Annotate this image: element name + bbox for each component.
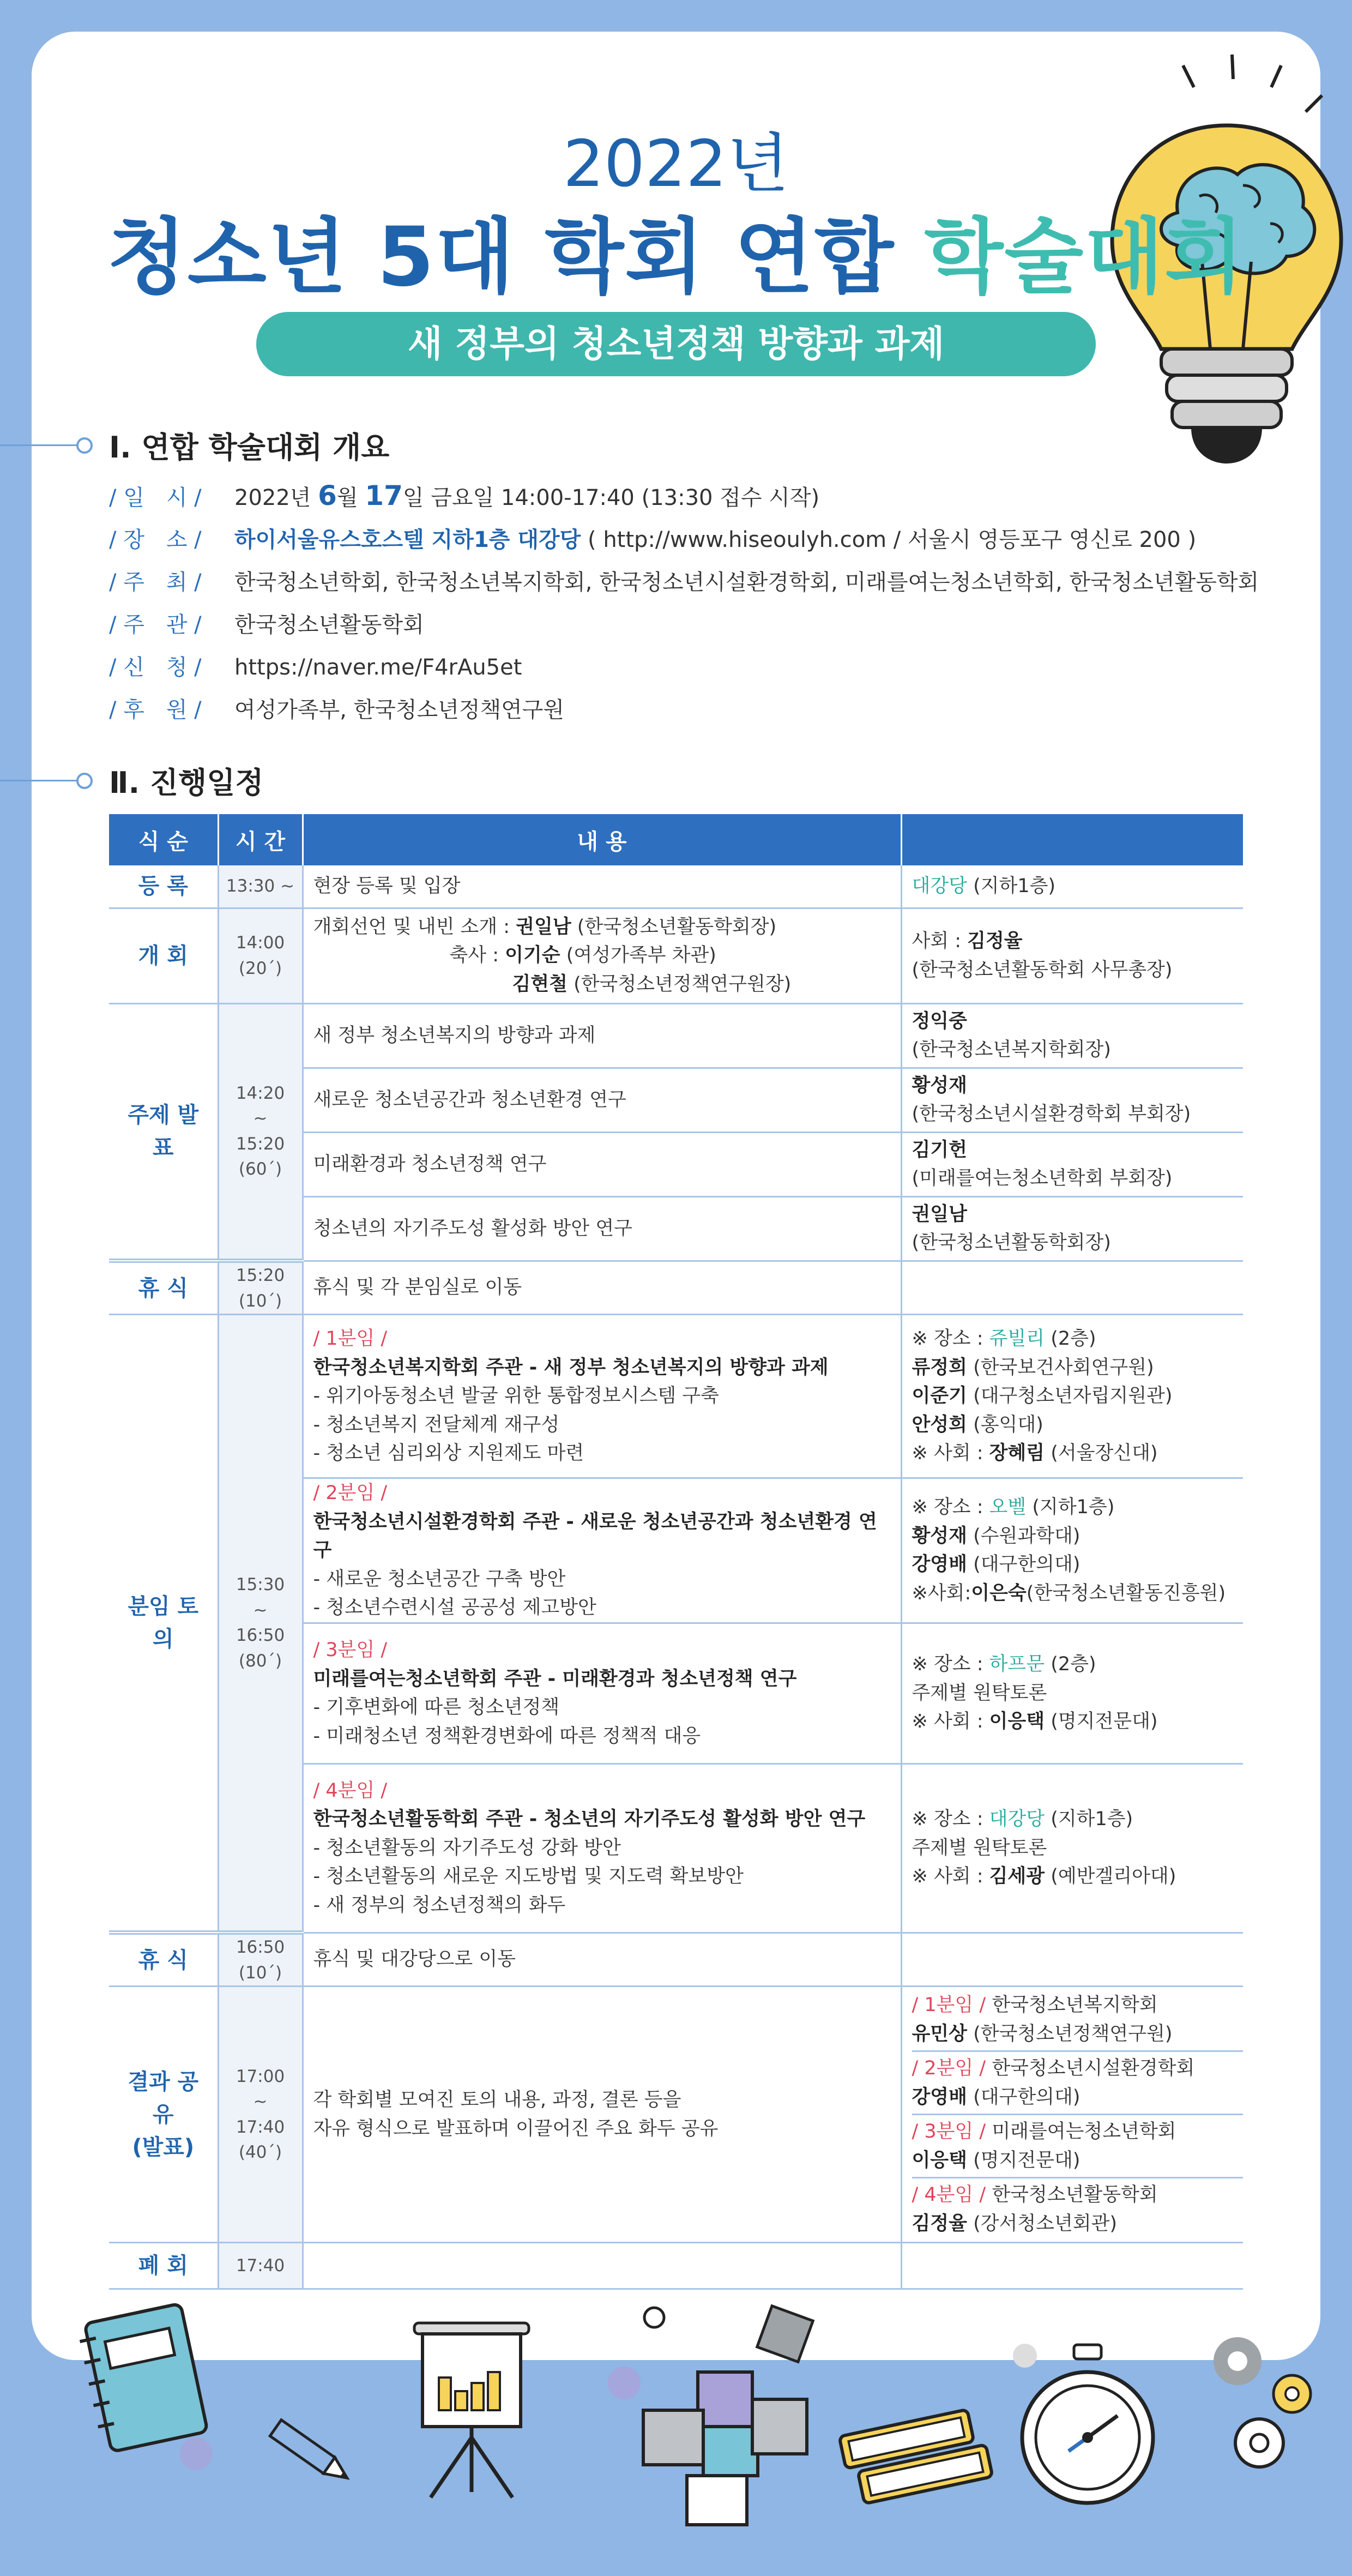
moderator-name: 장혜림 [989,1442,1045,1465]
schedule-header-row [109,814,1243,865]
info-row-sponsor [109,693,564,724]
time-end: 16:50 [236,1626,285,1645]
presenter-org: (대구한의대) [967,2086,1081,2108]
talk-title: 미래환경과 청소년정책 연구 [303,1132,901,1196]
info-label: / 장 소 / [109,527,202,552]
moderator-org: (예반겔리아대) [1045,1865,1176,1888]
row-place [901,865,1243,908]
session-content [303,1478,901,1623]
row-time: 13:30 ~ [218,865,303,908]
section-heading-schedule: Ⅱ. 진행일정 [109,766,264,800]
opening-line2-org: (여성가족부 차관) [560,944,716,967]
panelist-org: (홍익대) [967,1413,1043,1436]
place-floor: (지하1층) [967,875,1056,897]
table-row [109,1261,1243,1315]
info-row-host [109,565,1259,596]
row-empty [901,2243,1243,2289]
session-tag: / 2분임 / [313,1482,388,1504]
session-tag: / 3분임 / [313,1639,388,1661]
time-end: 15:20 [236,1134,285,1154]
info-label: / 주 최 / [109,570,202,595]
info-row-register [109,650,522,681]
opening-line1-org: (한국청소년활동학회장) [571,916,777,938]
time-start: 16:50 [236,1937,285,1957]
row-label: 폐 회 [109,2243,218,2289]
panelist-name: 강영배 [912,1554,967,1576]
presenter-org: (한국청소년정책연구원) [967,2023,1173,2045]
session-tag: / 4분임 / [912,2184,986,2206]
presenter-item [912,1989,1244,2052]
session-title: 한국청소년활동학회 주관 - 청소년의 자기주도성 활성화 방안 연구 [313,1808,866,1831]
event-year: 2022년 [563,126,789,201]
presenter-item [912,2178,1244,2240]
info-label: ※ 사회 : [912,1442,989,1465]
speaker-name: 정익중 [912,1010,967,1032]
table-row [109,908,1243,1003]
section-heading-overview: Ⅰ. 연합 학술대회 개요 [109,430,390,465]
row-label: 등 록 [109,865,218,908]
presenter-org: (명지전문대) [967,2149,1081,2171]
gears-icon [1188,2318,1319,2481]
time-start: 15:30 [236,1575,285,1594]
discussion-format: 주제별 원탁토론 [912,1837,1047,1859]
row-time [218,1003,303,1261]
session-bullet: - 청소년복지 전달체계 재구성 [313,1413,560,1436]
session-info [901,1478,1243,1623]
speaker-org: (미래를여는청소년학회 부회장) [912,1167,1173,1189]
results-line2: 자유 형식으로 발표하며 이끌어진 주요 화두 공유 [313,2117,719,2140]
info-label: / 후 원 / [109,697,202,723]
opening-line2-name: 이기순 [505,944,560,967]
info-label: ※ 사회 : [912,1865,989,1888]
presenter-item [912,2052,1244,2115]
info-row-date [109,480,819,511]
label-line2: (발표) [132,2134,195,2160]
society-name: 한국청소년활동학회 [986,2184,1158,2206]
date-day: 17 [365,480,403,511]
presentation-board-icon [403,2312,540,2508]
row-time: 17:40 [218,2243,303,2289]
info-row-organizer [109,607,424,639]
talk-speaker [901,1196,1243,1261]
col-header-content: 내 용 [303,814,901,865]
speaker-name: 김기헌 [912,1139,967,1161]
presenter-item [912,2115,1244,2178]
panelist-org: (한국보건사회연구원) [967,1356,1154,1379]
time-duration: (10´) [238,1963,282,1983]
info-label: ※ 장소 : [912,1808,989,1831]
info-label: ※ 장소 : [912,1653,989,1676]
col-header-order: 식 순 [109,814,218,865]
row-host [901,908,1243,1003]
table-row [109,1933,1243,1987]
time-duration: (80´) [238,1651,282,1671]
col-header-time: 시 간 [218,814,303,865]
opening-line1-label: 개회선언 및 내빈 소개 : [313,916,516,938]
info-label: ※사회: [912,1582,971,1604]
panelist-name: 안성희 [912,1413,967,1436]
speaker-org: (한국청소년시설환경학회 부회장) [912,1103,1191,1125]
session-bullet: - 청소년수련시설 공공성 제고방안 [313,1597,596,1618]
session-tag: / 1분임 / [912,1994,986,2016]
moderator-name: 이은숙 [971,1582,1027,1604]
time-start: 14:20 [236,1083,285,1103]
register-link[interactable]: https://naver.me/F4rAu5et [234,655,522,680]
time-end: 17:40 [236,2117,285,2137]
info-label: ※ 사회 : [912,1711,989,1733]
date-time: 일 금요일 14:00-17:40 (13:30 접수 시작) [402,485,820,510]
panelist-name: 류정희 [912,1356,967,1379]
page-title [0,191,1352,309]
title-main-text: 청소년 5대 학회 연합 [107,210,925,305]
session-title: 미래를여는청소년학회 주관 - 미래환경과 청소년정책 연구 [313,1668,797,1690]
row-empty [901,1261,1243,1315]
moderator-name: 김세광 [989,1865,1045,1888]
time-start: 15:20 [236,1266,285,1285]
col-header-extra [901,814,1243,865]
panelist-name: 이준기 [912,1385,967,1407]
moderator-org: (한국청소년활동진흥원) [1026,1582,1226,1604]
row-label [109,1987,218,2243]
host-orgs: 한국청소년학회, 한국청소년복지학회, 한국청소년시설환경학회, 미래를여는청소년학회, 한국청소년활동학회 [234,570,1259,595]
session-bullet: - 미래청소년 정책환경변화에 따른 정책적 대응 [313,1725,701,1747]
room-name: 대강당 [989,1808,1045,1831]
info-label: ※ 장소 : [912,1496,989,1519]
row-content: 현장 등록 및 입장 [303,865,901,908]
session-bullet: - 청소년활동의 자기주도성 강화 방안 [313,1837,621,1859]
place-name: 대강당 [912,875,967,897]
stopwatch-icon [1003,2334,1167,2519]
info-label: ※ 장소 : [912,1328,989,1350]
table-row [109,865,1243,908]
info-row-venue [109,522,1196,553]
session-bullet: - 새 정부의 청소년정책의 화두 [313,1894,566,1916]
room-name: 쥬빌리 [989,1328,1045,1350]
row-content [303,908,901,1003]
society-name: 한국청소년복지학회 [986,1994,1158,2016]
sponsors: 여성가족부, 한국청소년정책연구원 [234,697,565,723]
row-time [218,1987,303,2243]
room-floor: (지하1층) [1045,1808,1133,1831]
host-label: 사회 : [912,930,968,952]
room-name: 하프문 [989,1653,1045,1676]
row-time [218,908,303,1003]
panelist-org: (수원과학대) [967,1525,1081,1547]
talk-title: 청소년의 자기주도성 활성화 방안 연구 [303,1196,901,1261]
talk-title: 새 정부 청소년복지의 방향과 과제 [303,1003,901,1068]
talk-speaker [901,1132,1243,1196]
session-info [901,1623,1243,1764]
row-label: 개 회 [109,908,218,1003]
row-content [303,2243,901,2289]
row-label: 휴 식 [109,1933,218,1987]
time-sep: ~ [253,2092,268,2111]
notebook-icon [65,2290,229,2476]
moderator-org: (명지전문대) [1045,1711,1158,1733]
presenter-name: 이응택 [912,2149,967,2171]
opening-line3-org: (한국청소년정책연구원장) [567,973,792,995]
schedule-table [109,814,1243,2290]
speaker-name: 권일남 [912,1203,967,1225]
time-duration: (40´) [238,2142,282,2162]
session-bullet: - 위기아동청소년 발굴 위한 통합정보시스템 구축 [313,1385,719,1407]
row-label: 주제 발표 [109,1003,218,1261]
session-info [901,1315,1243,1478]
row-label: 휴 식 [109,1261,218,1315]
panelist-name: 황성재 [912,1525,967,1547]
time-start: 17:00 [236,2066,285,2086]
time-duration: (60´) [238,1159,282,1179]
session-tag: / 3분임 / [912,2121,986,2142]
session-tag: / 4분임 / [313,1779,388,1802]
table-row [109,1315,1243,1478]
talk-speaker [901,1003,1243,1068]
opening-line2-label: 축사 : [449,944,505,967]
session-bullet: - 기후변화에 따른 청소년정책 [313,1696,560,1718]
discussion-format: 주제별 원탁토론 [912,1682,1047,1704]
date-month-unit: 월 [336,485,365,510]
room-floor: (2층) [1045,1653,1096,1676]
results-line1: 각 학회별 모여진 토의 내용, 과정, 결론 등을 [313,2089,681,2111]
session-tag: / 2분임 / [912,2057,986,2079]
session-bullet: - 새로운 청소년공간 구축 방안 [313,1568,566,1590]
section-marker-dot [76,437,93,454]
session-content [303,1623,901,1764]
time-duration: (20´) [238,958,282,978]
opening-line1-name: 권일남 [516,916,571,938]
table-row [109,1003,1243,1068]
panelist-org: (대구한의대) [967,1554,1081,1576]
label-line1: 결과 공유 [128,2069,199,2127]
moderator-org: (서울장신대) [1045,1442,1158,1465]
time-duration: (10´) [238,1291,282,1311]
row-time [218,1315,303,1933]
venue-address: ( http://www.hiseoulyh.com / 서울시 영등포구 영신로 200 ) [581,527,1197,552]
title-highlight-text: 학술대회 [924,210,1245,305]
date-year: 2022년 [234,485,318,510]
panelist-org: (대구청소년자립지원관) [967,1385,1173,1407]
talk-title: 새로운 청소년공간과 청소년환경 연구 [303,1068,901,1132]
session-info [901,1764,1243,1933]
session-content [303,1764,901,1933]
presenter-name: 유민상 [912,2023,967,2045]
speaker-name: 황성재 [912,1074,967,1097]
host-name: 김정율 [967,930,1023,952]
room-floor: (지하1층) [1026,1496,1115,1519]
session-bullet: - 청소년 심리외상 지원제도 마련 [313,1442,584,1465]
speaker-org: (한국청소년활동학회장) [912,1232,1111,1254]
opening-line3-name: 김현철 [512,973,568,995]
session-content [303,1315,901,1478]
puzzle-pieces-icon [600,2301,840,2530]
host-org: (한국청소년활동학회 사무총장) [912,959,1173,981]
talk-speaker [901,1068,1243,1132]
row-label: 분임 토의 [109,1315,218,1933]
time-sep: ~ [253,1600,268,1620]
row-content [303,1987,901,2243]
presenter-list [901,1987,1243,2243]
date-month: 6 [318,480,337,511]
room-floor: (2층) [1045,1328,1096,1350]
session-title: 한국청소년복지학회 주관 - 새 정부 청소년복지의 방향과 과제 [313,1356,829,1379]
presenter-name: 강영배 [912,2086,967,2108]
time-start: 14:00 [236,933,285,953]
session-tag: / 1분임 / [313,1328,388,1350]
time-sep: ~ [253,1109,268,1129]
session-bullet: - 청소년활동의 새로운 지도방법 및 지도력 확보방안 [313,1865,744,1888]
row-content: 휴식 및 대강당으로 이동 [303,1933,901,1987]
row-time [218,1261,303,1315]
presenter-name: 김정율 [912,2212,967,2235]
row-content: 휴식 및 각 분임실로 이동 [303,1261,901,1315]
organizer: 한국청소년활동학회 [234,612,424,637]
room-name: 오벨 [989,1496,1027,1519]
info-label: / 주 관 / [109,612,202,637]
section-marker-dot [76,773,93,789]
venue-name: 하이서울유스호스텔 지하1층 대강당 [234,527,581,552]
speaker-org: (한국청소년복지학회장) [912,1039,1111,1061]
books-icon [834,2399,998,2514]
info-label: / 일 시 / [109,485,202,510]
subtitle-banner: 새 정부의 청소년정책 방향과 과제 [256,312,1096,376]
table-row [109,1987,1243,2243]
info-label: / 신 청 / [109,655,202,680]
society-name: 미래를여는청소년학회 [986,2121,1176,2142]
session-title: 한국청소년시설환경학회 주관 - 새로운 청소년공간과 청소년환경 연구 [313,1510,877,1561]
society-name: 한국청소년시설환경학회 [986,2057,1195,2079]
table-row [109,2243,1243,2289]
row-empty [901,1933,1243,1987]
pencil-icon [262,2410,360,2497]
moderator-name: 이응택 [989,1711,1045,1733]
row-time [218,1933,303,1987]
presenter-org: (강서청소년회관) [967,2212,1118,2235]
